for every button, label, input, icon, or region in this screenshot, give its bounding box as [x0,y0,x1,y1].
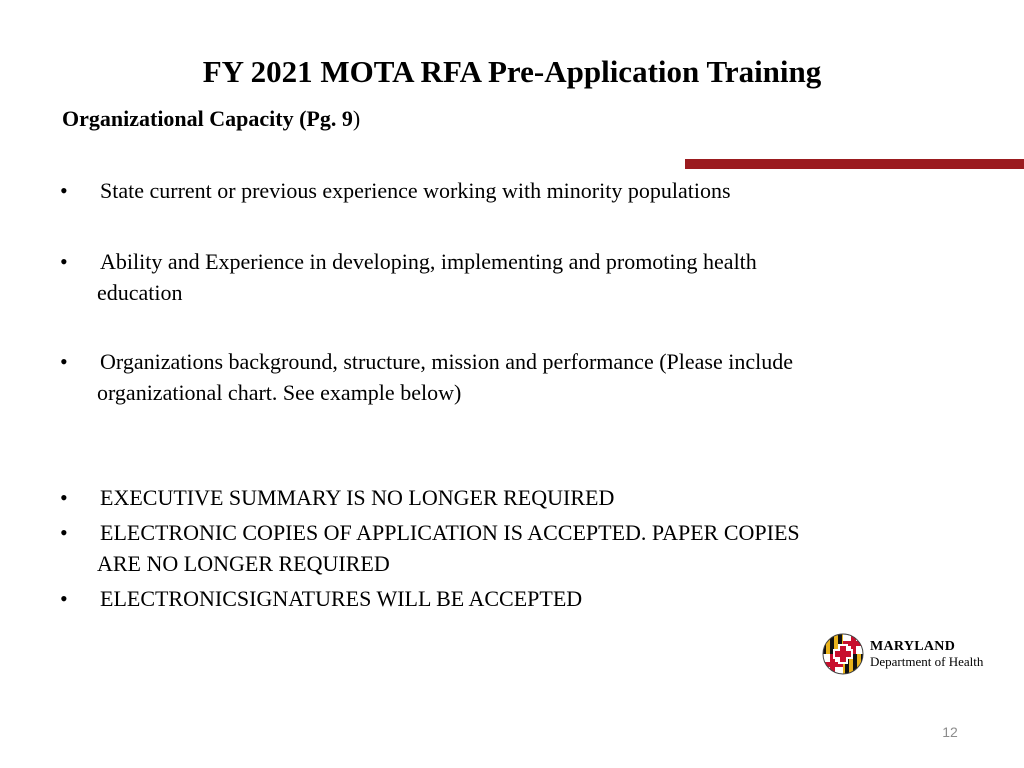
bullet-line: ELECTRONICSIGNATURES WILL BE ACCEPTED [100,586,583,611]
bullet-item-health-education [56,246,956,308]
bullet-icon: • [60,520,68,545]
bullet-icon: • [60,349,68,374]
bullet-icon: • [60,249,68,274]
bullet-text [97,346,956,408]
bullet-item-electronic-copies [56,517,956,579]
bullet-line-continued: education [97,280,183,305]
bullet-item-electronic-signatures [56,583,956,614]
bullet-icon: • [60,485,68,510]
bullet-icon: • [60,586,68,611]
bullet-line: Organizations background, structure, mission and performance (Please include [100,349,793,374]
section-heading [62,104,360,134]
bullet-line-continued: organizational chart. See example below) [97,380,462,405]
section-heading-close: ) [352,106,361,131]
maryland-health-logo [822,631,1002,677]
bullet-line: Ability and Experience in developing, implementing and promoting health [100,249,757,274]
bullet-line-continued: ARE NO LONGER REQUIRED [97,551,390,576]
logo-state-name: MARYLAND [870,639,956,654]
logo-department-name: Department of Health [870,654,984,669]
bullet-item-organization-background [56,346,956,408]
bullet-text [100,583,956,614]
logo-text [870,639,983,669]
bullet-line: State current or previous experience working with minority populations [100,178,731,203]
bullet-text [100,175,956,206]
page-number: 12 [942,724,958,740]
bullet-icon: • [60,178,68,203]
maryland-flag-seal-icon [822,633,864,675]
bullet-item-experience [56,175,956,206]
slide-title: FY 2021 MOTA RFA Pre-Application Training [202,54,822,89]
bullet-text [97,246,956,308]
bullet-line: ELECTRONIC COPIES OF APPLICATION IS ACCEPTED. PAPER COPIES [100,520,800,545]
bullet-text [100,482,956,513]
bullet-item-executive-summary [56,482,956,513]
bullet-line: EXECUTIVE SUMMARY IS NO LONGER REQUIRED [100,485,615,510]
accent-bar [685,159,1024,169]
section-heading-bold: Organizational Capacity (Pg. 9 [62,106,353,131]
bullet-text [97,517,956,579]
